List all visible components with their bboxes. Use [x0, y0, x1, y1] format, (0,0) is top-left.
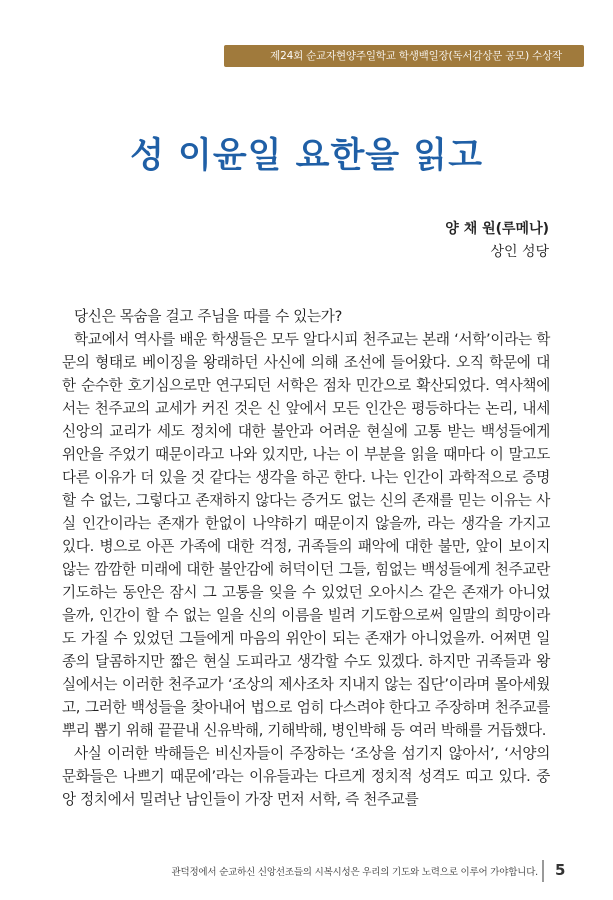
page-footer: [0, 860, 613, 884]
body-paragraph: 당신은 목숨을 걸고 주님을 따를 수 있는가?: [74, 308, 343, 325]
footer-divider: [542, 860, 544, 882]
body-paragraph: 사실 이러한 박해들은 비신자들이 주장하는 ‘조상을 섬기지 않아서’, ‘서양의 문화들은 나쁘기 때문에’라는 이유들과는 다르게 정치적 성격도 띠고 있다. 중앙 정치에서 밀려난 남인들이 가장 먼저 서학, 즉 천주교를: [62, 745, 550, 808]
header-banner: [224, 45, 584, 67]
author-name: 양 채 원(루메나): [445, 221, 549, 237]
footer-slogan: 관덕정에서 순교하신 신앙선조들의 시복시성은 우리의 기도와 노력으로 이루어 가야합니다.: [171, 867, 538, 878]
body-paragraph: 학교에서 역사를 배운 학생들은 모두 알다시피 천주교는 본래 ‘서학’이라는 학문의 형태로 베이징을 왕래하던 사신에 의해 조선에 들어왔다. 오직 학문에 대한 순수한 호기심으로만 연구되던 서학은 점차 민간으로 확산되었다. 역사책에서는 천주교의 교세가 커진 것은 신 앞에서 모든 인간은 평등하다는 논리, 내세 신앙의 교리가 세도 정치에 대한 불안과 어려운 현실에 고통 받는 백성들에게 위안을 주었기 때문이라고 나와 있지만, 나는 이 부분을 읽을 때마다 이 말고도 다른 이유가 더 있을 것 같다는 생각을 하곤 한다. 나는 인간이 과학적으로 증명할 수 없는, 그렇다고 존재하지 않다는 증거도 없는 신의 존재를 믿는 이유는 사실 인간이라는 존재가 한없이 나약하기 때문이지 않을까, 라는 생각을 가지고 있다. 병으로 아픈 가족에 대한 걱정, 귀족들의 패악에 대한 불만, 앞이 보이지 않는 깜깜한 미래에 대한 불안감에 허덕이던 그들, 힘없는 백성들에게 천주교란 기도하는 동안은 잠시 그 고통을 잊을 수 있었던 오아시스 같은 존재가 아니었을까, 인간이 할 수 없는 일을 신의 이름을 빌려 기도함으로써 일말의 희망이라도 가질 수 있었던 그들에게 마음의 위안이 되는 존재가 아니었을까. 어쩌면 일종의 달콤하지만 짧은 현실 도피라고 생각할 수도 있겠다. 하지만 귀족들과 왕실에서는 이러한 천주교가 ‘조상의 제사조차 지내지 않는 집단’이라며 몰아세웠고, 그러한 백성들을 찾아내어 법으로 엄히 다스려야 한다고 주장하며 천주교를 뿌리 뽑기 위해 끝끝내 신유박해, 기해박해, 병인박해 등 여러 박해를 거듭했다.: [62, 331, 550, 739]
article-title: 성 이윤일 요한을 읽고: [130, 136, 483, 176]
header-banner-text: 제24회 순교자현양주일학교 학생백일장(독서감상문 공모) 수상작: [270, 50, 562, 62]
author-parish: 상인 성당: [490, 244, 549, 260]
article-body: [62, 305, 550, 811]
author-block: [445, 218, 549, 264]
page-number: 5: [555, 861, 566, 879]
